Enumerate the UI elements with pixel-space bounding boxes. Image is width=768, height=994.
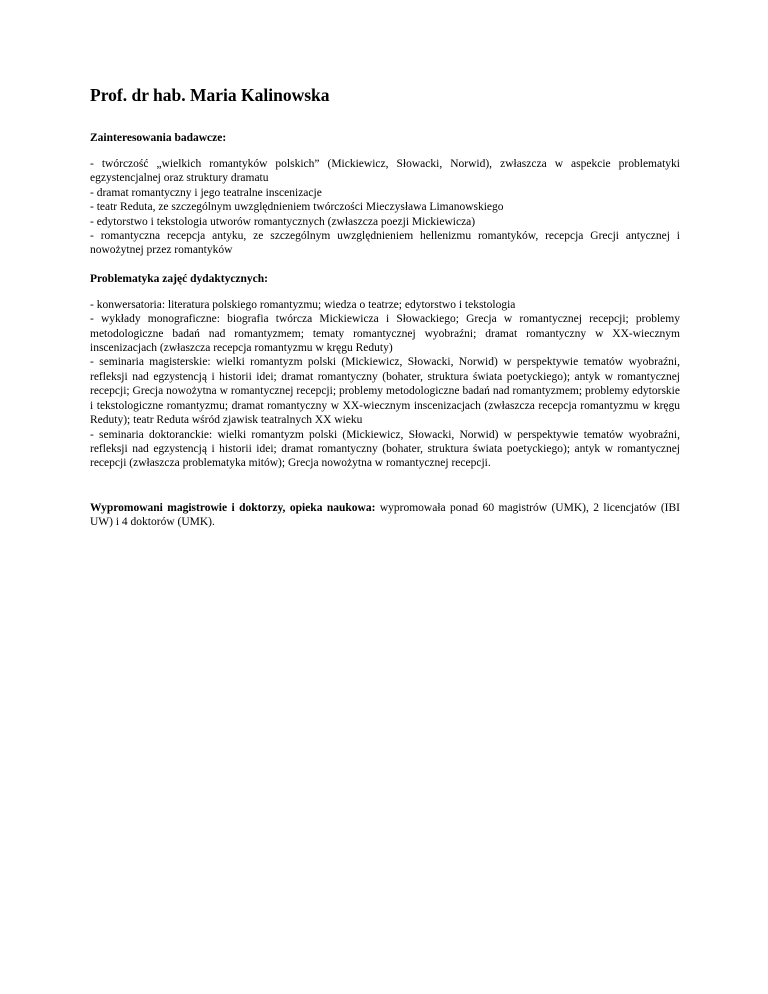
teaching-section xyxy=(90,272,680,471)
teaching-item: - seminaria doktoranckie: wielki romantyzm polski (Mickiewicz, Słowacki, Norwid) w perspektywie tematów wyobraźni, refleksji nad egzystencją i historii idei; dramat romantyczny (bohater, struktura świata poetyckiego); antyk w romantycznej recepcji (zwłaszcza problematyka mitów); Grecja nowożytna w romantycznej recepcji. xyxy=(90,428,680,470)
teaching-item: - seminaria magisterskie: wielki romantyzm polski (Mickiewicz, Słowacki, Norwid) w perspektywie tematów wyobraźni, refleksji nad egzystencją i historii idei; dramat romantyczny (bohater, struktura świata poetyckiego); antyk w romantycznej recepcji; Grecja nowożytna w romantycznej recepcji; problemy metodologiczne badań nad romantyzmem; problemy edytorskie i tekstologiczne romantyzmu; dramat romantyczny w XX-wiecznym inscenizacjach (zwłaszcza recepcja romantyzmu w kręgu Reduty); teatr Reduta wśród zjawisk teatralnych XX wieku xyxy=(90,356,680,427)
research-item: - romantyczna recepcja antyku, ze szczególnym uwzględnieniem hellenizmu romantyków, recepcja Grecji antycznej i nowożytnej przez romantyków xyxy=(90,230,680,257)
teaching-heading: Problematyka zajęć dydaktycznych: xyxy=(90,272,269,285)
research-item: - twórczość „wielkich romantyków polskich” (Mickiewicz, Słowacki, Norwid), zwłaszcza w aspekcie problematyki egzystencjalnej oraz struktury dramatu xyxy=(90,158,680,185)
research-item: - teatr Reduta, ze szczególnym uwzględnieniem twórczości Mieczysława Limanowskiego xyxy=(90,201,504,214)
research-heading: Zainteresowania badawcze: xyxy=(90,132,227,144)
research-item: - edytorstwo i tekstologia utworów romantycznych (zwłaszcza poezji Mickiewicza) xyxy=(90,215,476,228)
document-page xyxy=(90,84,680,530)
supervision-text: wypromowała ponad 60 magistrów (UMK), 2 licencjatów (IBI UW) i 4 doktorów (UMK). xyxy=(90,501,680,529)
teaching-item: - konwersatoria: literatura polskiego romantyzmu; wiedza o teatrze; edytorstwo i tekstologia xyxy=(90,298,516,311)
research-item: - dramat romantyczny i jego teatralne inscenizacje xyxy=(90,186,322,199)
supervision-label: Wypromowani magistrowie i doktorzy, opieka naukowa: xyxy=(90,501,376,514)
teaching-item: - wykłady monograficzne: biografia twórcza Mickiewicza i Słowackiego; Grecja w romantycznej recepcji; problemy metodologiczne badań nad romantyzmem; tematy romantycznej wyobraźni; dramat romantyczny w XX-wiecznym inscenizacjach (zwłaszcza recepcja romantyzmu w kręgu Reduty) xyxy=(90,313,680,355)
research-section xyxy=(90,131,680,258)
supervision-paragraph xyxy=(90,501,680,530)
page-title: Prof. dr hab. Maria Kalinowska xyxy=(90,85,330,105)
